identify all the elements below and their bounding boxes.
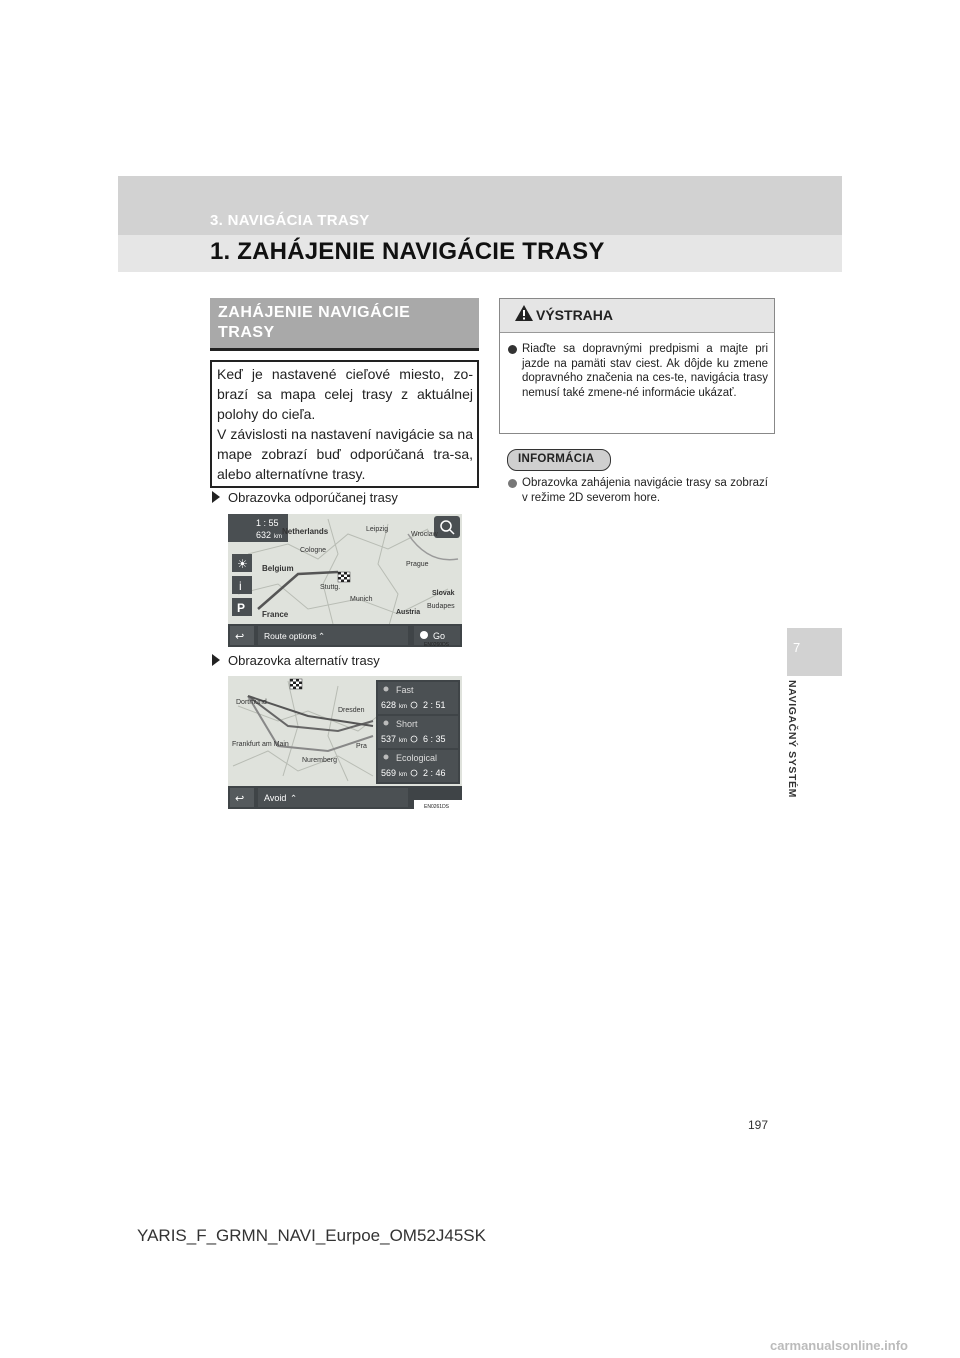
caption-recommended-text: Obrazovka odporúčanej trasy bbox=[228, 490, 398, 505]
route-distance: 537 bbox=[381, 734, 397, 744]
recommended-time: 1 : 55 bbox=[256, 518, 279, 528]
route-name: Ecological bbox=[396, 753, 438, 763]
document-id: YARIS_F_GRMN_NAVI_Eurpoe_OM52J45SK bbox=[137, 1226, 486, 1245]
recommended-route-map bbox=[228, 514, 462, 647]
map-city-label: Wroclaw bbox=[411, 531, 438, 538]
back-arrow-icon: ↩ bbox=[235, 631, 245, 643]
map-city-label: Prague bbox=[406, 561, 429, 568]
route-unit: km bbox=[399, 738, 407, 744]
section-label: 3. NAVIGÁCIA TRASY bbox=[210, 212, 370, 229]
section-paragraph-2: V závislosti na nastavení navigácie sa na mape zobrazí buď odporúčaná tra-sa, alebo alternatívne trasy. bbox=[217, 426, 473, 482]
route-time: 2 : 46 bbox=[423, 768, 446, 778]
route-color-icon bbox=[384, 687, 389, 692]
chapter-side-label-wrap bbox=[786, 680, 814, 820]
warning-triangle-icon bbox=[515, 305, 533, 321]
route-distance: 569 bbox=[381, 768, 397, 778]
route-distance: 628 bbox=[381, 700, 397, 710]
section-heading-line1: ZAHÁJENIE NAVIGÁCIE bbox=[218, 304, 411, 321]
map-city-label: Nuremberg bbox=[302, 757, 338, 764]
route-option-short[interactable] bbox=[378, 716, 458, 748]
alternative-routes-screenshot bbox=[228, 676, 462, 809]
sun-icon: ☀ bbox=[237, 557, 248, 571]
recommended-route-screenshot bbox=[228, 514, 462, 647]
map-city-label: Leipzig bbox=[366, 526, 389, 533]
route-color-icon bbox=[384, 755, 389, 760]
section-heading-line2: TRASY bbox=[218, 324, 275, 341]
map-city-label: Dortmund bbox=[236, 699, 267, 706]
map-city-label: Dresden bbox=[338, 707, 365, 714]
chapter-side-label: NAVIGAČNÝ SYSTÉM bbox=[786, 680, 798, 798]
recommended-distance: 632 bbox=[256, 530, 272, 540]
avoid-label: Avoid bbox=[264, 793, 287, 803]
route-option-fast[interactable] bbox=[378, 682, 458, 714]
watermark: carmanualsonline.info bbox=[770, 1338, 908, 1353]
map-city-label: Cologne bbox=[300, 547, 327, 554]
route-unit: km bbox=[399, 704, 407, 710]
section-box-heading-text bbox=[218, 303, 458, 343]
route-time: 2 : 51 bbox=[423, 700, 446, 710]
route-name: Short bbox=[396, 719, 418, 729]
caption-alternatives-text: Obrazovka alternatív trasy bbox=[228, 653, 380, 668]
route-time: 6 : 35 bbox=[423, 734, 446, 744]
map-city-label: Munich bbox=[350, 596, 373, 603]
zoom-button[interactable] bbox=[434, 516, 460, 538]
go-icon bbox=[420, 631, 428, 639]
route-option-ecological[interactable] bbox=[378, 750, 458, 782]
warning-title: VÝSTRAHA bbox=[536, 307, 614, 323]
bullet-dot-icon bbox=[508, 479, 517, 488]
info-text: Obrazovka zahájenia navigácie trasy sa zobrazí v režime 2D severom hore. bbox=[522, 477, 768, 504]
info-icon: i bbox=[239, 579, 242, 593]
chevron-up-icon: ⌃ bbox=[290, 793, 298, 803]
caption-alternatives bbox=[212, 653, 380, 668]
info-badge-text: INFORMÁCIA bbox=[518, 453, 595, 465]
go-label: Go bbox=[433, 631, 446, 641]
map-city-label: Frankfurt am Main bbox=[232, 741, 289, 748]
map-city-label: Austria bbox=[396, 609, 421, 616]
map-city-label: Netherlands bbox=[282, 527, 329, 536]
chevron-up-icon: ⌃ bbox=[318, 631, 326, 641]
info-button[interactable] bbox=[232, 576, 252, 594]
bullet-dot-icon bbox=[508, 345, 517, 354]
route-unit: km bbox=[399, 772, 407, 778]
checkered-flag-icon bbox=[290, 679, 302, 689]
triangle-bullet-icon bbox=[212, 491, 220, 503]
map-city-label: Slovak bbox=[432, 590, 455, 597]
caption-recommended bbox=[212, 490, 398, 505]
map-city-label: Stuttg. bbox=[320, 584, 341, 591]
chapter-number: 7 bbox=[793, 640, 801, 655]
checkered-flag-icon bbox=[338, 572, 350, 582]
section-paragraph-1: Keď je nastavené cieľové miesto, zo-brazí sa mapa celej trasy z aktuálnej polohy do cieľa. bbox=[217, 366, 473, 422]
route-name: Fast bbox=[396, 685, 414, 695]
map-city-label: Pra bbox=[356, 743, 367, 750]
page-title: 1. ZAHÁJENIE NAVIGÁCIE TRASY bbox=[210, 238, 605, 265]
triangle-bullet-icon bbox=[212, 654, 220, 666]
back-arrow-icon: ↩ bbox=[235, 793, 245, 805]
route-color-icon bbox=[384, 721, 389, 726]
map-city-label: Budapes bbox=[427, 603, 455, 610]
map-city-label: France bbox=[262, 610, 289, 619]
map-city-label: Belgium bbox=[262, 564, 294, 573]
route-options-label: Route options bbox=[264, 631, 317, 641]
recommended-unit: km bbox=[274, 534, 282, 540]
image-code: EN0261DS bbox=[424, 804, 450, 809]
page-number: 197 bbox=[748, 1118, 769, 1132]
parking-icon: P bbox=[237, 601, 246, 615]
alternative-routes-map bbox=[228, 676, 462, 809]
warning-text: Riaďte sa dopravnými predpismi a majte pri jazde na pamäti stav ciest. Ak dôjde ku zmene dopravného značenia na ces-te, navigácia trasy nemusí také zmene-né informácie ukázať. bbox=[522, 343, 768, 399]
image-code: EN0260DS bbox=[424, 642, 450, 647]
